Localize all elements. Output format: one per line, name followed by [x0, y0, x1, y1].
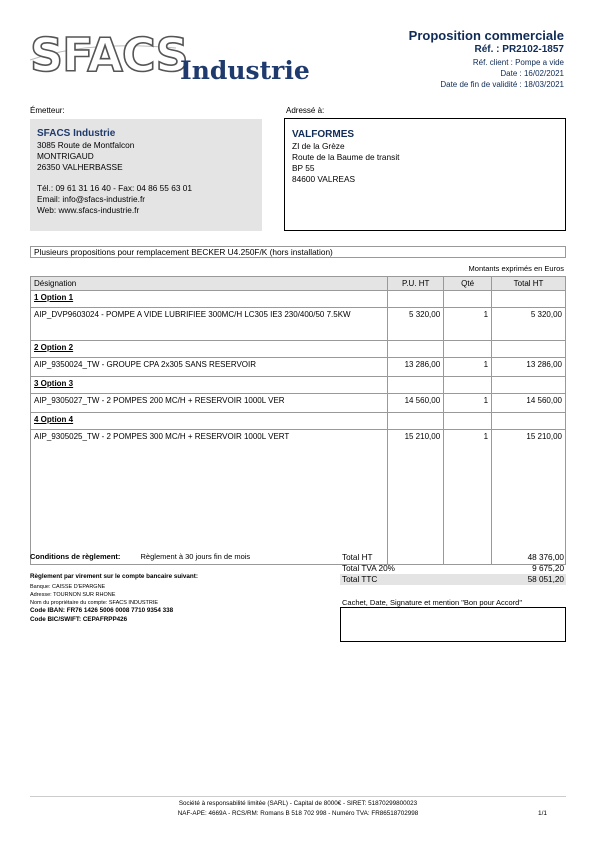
header-unit-price: P.U. HT — [388, 277, 444, 291]
item-designation: AIP_9350024_TW - GROUPE CPA 2x305 SANS RESERVOIR — [31, 358, 388, 377]
table-row — [31, 308, 566, 341]
page-number: 1/1 — [537, 810, 547, 817]
bank-address: Adresse: TOURNON SUR RHONE — [30, 592, 116, 598]
total-tva-value: 9 675,20 — [532, 564, 564, 573]
header-quantity: Qté — [444, 277, 492, 291]
header-designation: Désignation — [31, 277, 388, 291]
footer-legal-2: NAF-APE: 4669A - RCS/RM: Romans B 518 702 998 - Numéro TVA: FR86518702998 — [177, 810, 419, 817]
table-header-row — [31, 277, 566, 291]
section-row — [31, 377, 566, 394]
item-unit-price: 15 210,00 — [388, 430, 444, 449]
emitter-label: Émetteur: — [30, 106, 65, 115]
section-row — [31, 291, 566, 308]
total-ht-label: Total HT — [342, 553, 373, 562]
emitter-address-1: 3085 Route de Montfalcon — [37, 140, 135, 150]
total-tva-row — [340, 563, 566, 574]
table-row — [31, 430, 566, 449]
section-row — [31, 413, 566, 430]
payment-conditions-value: Règlement à 30 jours fin de mois — [140, 552, 251, 561]
company-logo: SFACS — [30, 28, 188, 82]
item-total: 15 210,00 — [492, 430, 566, 449]
iban: Code IBAN: FR76 1426 5006 0008 7710 9354 338 — [30, 607, 174, 614]
item-quantity: 1 — [444, 358, 492, 377]
total-ttc-row — [340, 574, 566, 585]
document-reference: Réf. : PR2102-1857 — [474, 44, 564, 55]
emitter-email: Email: info@sfacs-industrie.fr — [37, 194, 146, 204]
signature-label: Cachet, Date, Signature et mention "Bon pour Accord" — [342, 598, 523, 607]
total-ht-row — [340, 552, 566, 563]
item-unit-price: 13 286,00 — [388, 358, 444, 377]
recipient-name: VALFORMES — [292, 129, 355, 140]
emitter-web: Web: www.sfacs-industrie.fr — [37, 205, 140, 215]
validity-date: Date de fin de validité : 18/03/2021 — [440, 80, 564, 89]
client-reference: Réf. client : Pompe a vide — [472, 58, 564, 67]
proposal-object: Plusieurs propositions pour remplacement BECKER U4.250F/K (hors installation) — [30, 246, 566, 258]
total-ttc-label: Total TTC — [342, 575, 378, 584]
emitter-name: SFACS Industrie — [37, 128, 116, 139]
recipient-address-4: 84600 VALREAS — [292, 174, 356, 184]
section-title: 2 Option 2 — [31, 341, 388, 358]
account-owner: Nom du propriétaire du compte: SFACS INDUSTRIE — [30, 600, 159, 606]
footer-divider — [30, 796, 566, 797]
total-ht-value: 48 376,00 — [527, 553, 564, 562]
item-total: 14 560,00 — [492, 394, 566, 413]
document-title: Proposition commerciale — [408, 28, 564, 43]
currency-note: Montants exprimés en Euros — [468, 264, 564, 273]
transfer-title: Règlement par virement sur le compte bancaire suivant: — [30, 573, 198, 580]
section-row — [31, 341, 566, 358]
bic-swift: Code BIC/SWIFT: CEPAFRPP426 — [30, 616, 128, 623]
table-filler-row — [31, 448, 566, 565]
emitter-phone: Tél.: 09 61 31 16 40 - Fax: 04 86 55 63 01 — [37, 183, 192, 193]
item-quantity: 1 — [444, 430, 492, 449]
item-quantity: 1 — [444, 308, 492, 341]
company-logo-subtitle: Industrie — [180, 56, 310, 85]
item-quantity: 1 — [444, 394, 492, 413]
item-designation: AIP_9305025_TW - 2 POMPES 300 MC/H + RESERVOIR 1000L VERT — [31, 430, 388, 449]
emitter-block — [30, 119, 262, 231]
total-tva-label: Total TVA 20% — [342, 564, 395, 573]
items-table — [30, 276, 566, 565]
total-ttc-value: 58 051,20 — [527, 575, 564, 584]
section-title: 3 Option 3 — [31, 377, 388, 394]
recipient-address-3: BP 55 — [292, 163, 315, 173]
item-total: 13 286,00 — [492, 358, 566, 377]
document-date: Date : 16/02/2021 — [500, 69, 564, 78]
emitter-address-2: MONTRIGAUD — [37, 151, 94, 161]
recipient-address-2: Route de la Baume de transit — [292, 152, 400, 162]
section-title: 4 Option 4 — [31, 413, 388, 430]
payment-conditions-label: Conditions de règlement: — [30, 552, 121, 561]
emitter-address-3: 26350 VALHERBASSE — [37, 162, 123, 172]
table-row — [31, 394, 566, 413]
item-unit-price: 14 560,00 — [388, 394, 444, 413]
table-row — [31, 358, 566, 377]
totals-block — [340, 552, 566, 585]
footer-legal-1: Société à responsabilité limitée (SARL) - Capital de 8000€ - SIRET: 51870299800023 — [178, 800, 418, 807]
signature-box[interactable] — [340, 607, 566, 642]
item-designation: AIP_9305027_TW - 2 POMPES 200 MC/H + RESERVOIR 1000L VER — [31, 394, 388, 413]
payment-conditions — [30, 552, 250, 561]
item-designation: AIP_DVP9603024 - POMPE A VIDE LUBRIFIEE 300MC/H LC305 IE3 230/400/50 7.5KW — [31, 308, 388, 341]
recipient-block — [284, 118, 566, 231]
item-total: 5 320,00 — [492, 308, 566, 341]
recipient-label: Adressé à: — [286, 106, 325, 115]
section-title: 1 Option 1 — [31, 291, 388, 308]
item-unit-price: 5 320,00 — [388, 308, 444, 341]
bank-name: Banque: CAISSE D'EPARGNE — [30, 584, 106, 590]
recipient-address-1: ZI de la Grèze — [292, 141, 345, 151]
header-total: Total HT — [492, 277, 566, 291]
